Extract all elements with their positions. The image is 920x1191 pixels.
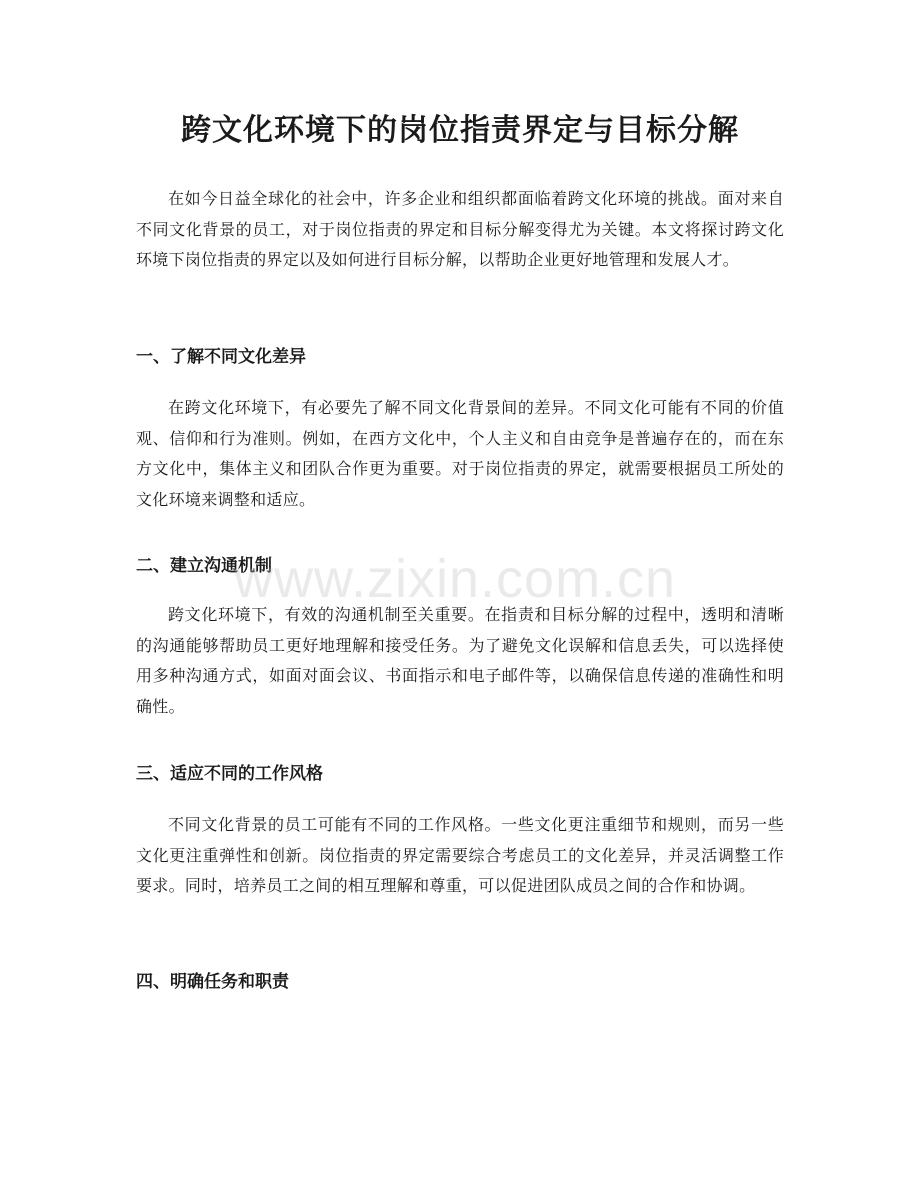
watermark: www.zixin.com.cn [234, 549, 677, 609]
section-heading-3: 三、适应不同的工作风格 [136, 764, 323, 784]
section-body-1: 在跨文化环境下，有必要先了解不同文化背景间的差异。不同文化可能有不同的价值观、信仰和行为准则。例如，在西方文化中，个人主义和自由竞争是普遍存在的，而在东方文化中，集体主义和团队合作更为重要。对于岗位指责的界定，就需要根据员工所处的文化环境来调整和适应。 [136, 398, 784, 510]
intro-paragraph: 在如今日益全球化的社会中，许多企业和组织都面临着跨文化环境的挑战。面对来自不同文化背景的员工，对于岗位指责的界定和目标分解变得尤为关键。本文将探讨跨文化环境下岗位指责的界定以及如何进行目标分解，以帮助企业更好地管理和发展人才。 [136, 189, 784, 270]
section-heading-1: 一、了解不同文化差异 [136, 347, 306, 367]
section-heading-2: 二、建立沟通机制 [136, 556, 272, 576]
section-body-3: 不同文化背景的员工可能有不同的工作风格。一些文化更注重细节和规则，而另一些文化更注重弹性和创新。岗位指责的界定需要综合考虑员工的文化差异，并灵活调整工作要求。同时，培养员工之间的相互理解和尊重，可以促进团队成员之间的合作和协调。 [136, 815, 784, 896]
section-body-2: 跨文化环境下，有效的沟通机制至关重要。在指责和目标分解的过程中，透明和清晰的沟通能够帮助员工更好地理解和接受任务。为了避免文化误解和信息丢失，可以选择使用多种沟通方式，如面对面会议、书面指示和电子邮件等，以确保信息传递的准确性和明确性。 [136, 605, 784, 717]
section-heading-4: 四、明确任务和职责 [136, 972, 289, 992]
page-title: 跨文化环境下的岗位指责界定与目标分解 [181, 113, 739, 148]
